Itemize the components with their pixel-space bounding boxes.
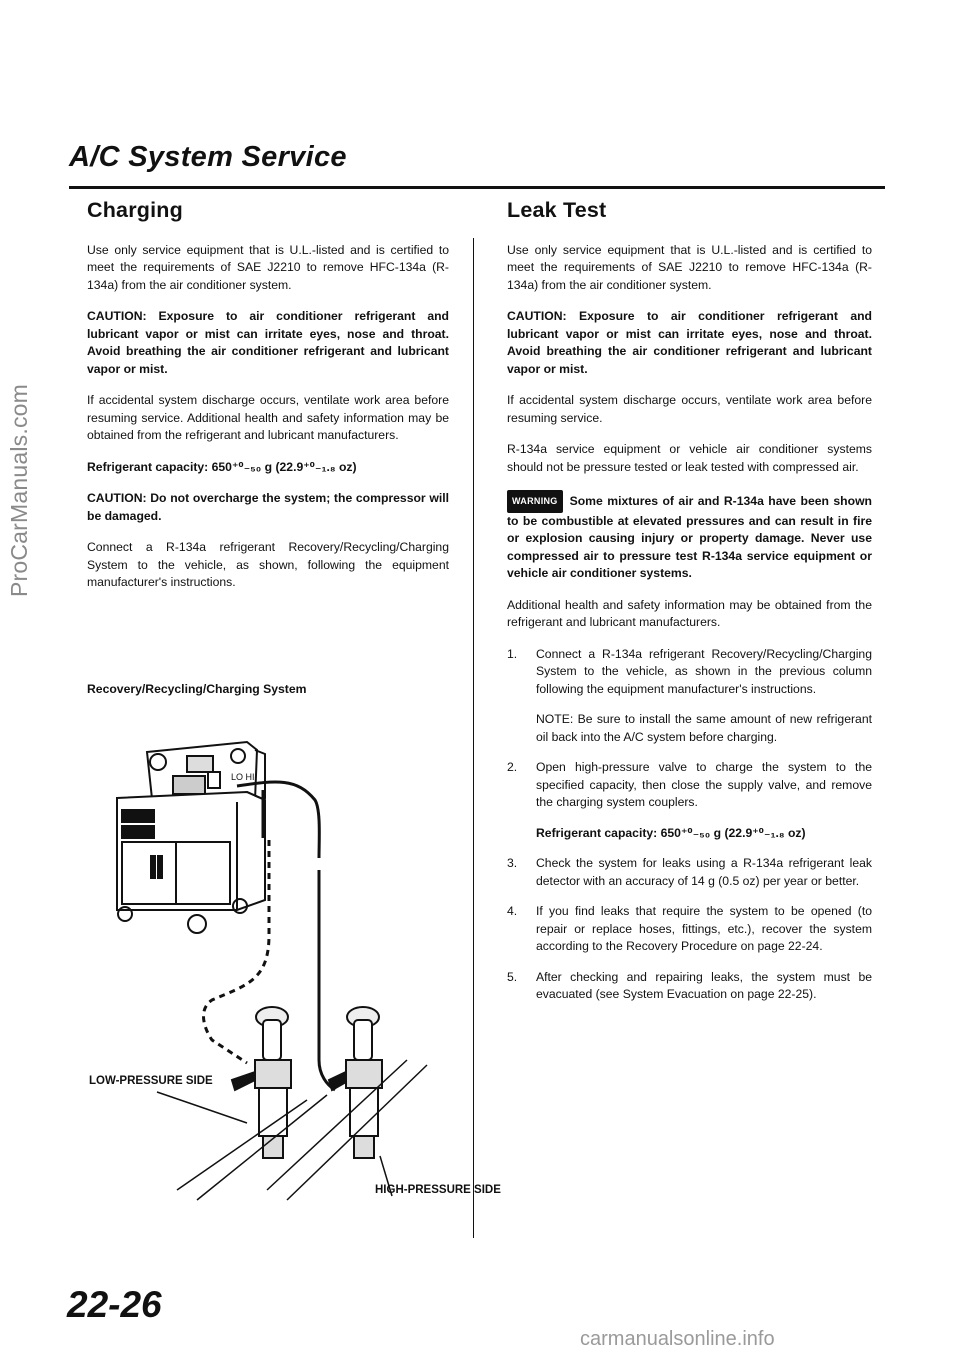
title-divider bbox=[69, 186, 885, 189]
charging-connect-instructions: Connect a R-134a refrigerant Recovery/Recycling/Charging System to the vehicle, as shown, following the equipment manufacturer's instructions. bbox=[87, 540, 449, 589]
leak-test-warning bbox=[507, 490, 872, 583]
step-item bbox=[507, 969, 872, 1004]
step-text: If you find leaks that require the system to be opened (to repair or replace hoses, fittings, etc.), recover the system according to the Recovery Procedure on page 22-24. bbox=[536, 904, 872, 953]
charging-caution-overcharge: CAUTION: Do not overcharge the system; the compressor will be damaged. bbox=[87, 491, 449, 523]
high-pressure-side-label: HIGH-PRESSURE SIDE bbox=[375, 1184, 501, 1196]
step-item bbox=[507, 759, 872, 842]
leak-test-steps bbox=[507, 646, 872, 1004]
step-number: 2. bbox=[507, 760, 518, 774]
warning-text: Some mixtures of air and R-134a have been shown to be combustible at elevated pressures and can result in fire or explosion causing injury or property damage. Never use compressed air to pressure test R-134a service equipment or vehicle air conditioner systems. bbox=[507, 494, 872, 580]
page-number: 22-26 bbox=[67, 1284, 162, 1325]
charging-capacity: Refrigerant capacity: 650⁺⁰₋₅₀ g (22.9⁺⁰₋₁.₈ oz) bbox=[87, 459, 357, 474]
side-watermark: ProCarManuals.com bbox=[6, 383, 33, 597]
step-item bbox=[507, 855, 872, 890]
footer-watermark: carmanualsonline.info bbox=[580, 1328, 775, 1350]
step-text: Connect a R-134a refrigerant Recovery/Recycling/Charging System to the vehicle, as shown in the previous column following the equipment manufacturer's instructions. bbox=[536, 646, 872, 696]
step-item bbox=[507, 646, 872, 747]
column-divider bbox=[473, 238, 474, 1238]
step-text: Open high-pressure valve to charge the system to the specified capacity, then close the supply valve, and remove the charging system couplers. bbox=[536, 760, 872, 809]
warning-icon: WARNING bbox=[507, 490, 563, 513]
charging-intro: Use only service equipment that is U.L.-listed and is certified to meet the requirements of SAE J2210 to remove HFC-134a (R-134a) from the air conditioner system. bbox=[87, 242, 449, 292]
svg-text:LO HI: LO HI bbox=[231, 772, 255, 782]
charging-system-diagram bbox=[87, 720, 457, 1220]
step-number: 4. bbox=[507, 904, 518, 918]
charging-caution-exposure: CAUTION: Exposure to air conditioner refrigerant and lubricant vapor or mist can irritate eyes, nose and throat. Avoid breathing the air conditioner refrigerant and lubricant vapor or mist. bbox=[87, 309, 449, 376]
step-number: 3. bbox=[507, 856, 518, 870]
diagram-caption: Recovery/Recycling/Charging System bbox=[87, 682, 307, 696]
pipe-lines bbox=[177, 1060, 427, 1200]
charging-section bbox=[87, 198, 449, 606]
step-capacity: Refrigerant capacity: 650⁺⁰₋₅₀ g (22.9⁺⁰₋₁.₈ oz) bbox=[536, 825, 806, 840]
leak-test-caution-exposure: CAUTION: Exposure to air conditioner refrigerant and lubricant vapor or mist can irritate eyes, nose and throat. Avoid breathing the air conditioner refrigerant and lubricant vapor or mist. bbox=[507, 309, 872, 376]
page-title: A/C System Service bbox=[69, 141, 347, 173]
step-number: 5. bbox=[507, 969, 518, 984]
step-number: 1. bbox=[507, 646, 518, 661]
step-item bbox=[507, 903, 872, 956]
low-pressure-side-label: LOW-PRESSURE SIDE bbox=[89, 1075, 213, 1087]
step-text: After checking and repairing leaks, the system must be evacuated (see System Evacuation on page 22-25). bbox=[536, 969, 872, 1001]
charging-heading: Charging bbox=[87, 198, 183, 222]
cabinet bbox=[117, 792, 265, 933]
leak-test-additional-info: Additional health and safety information may be obtained from the refrigerant and lubricant manufacturers. bbox=[507, 597, 872, 629]
low-pressure-coupler bbox=[232, 1007, 291, 1158]
high-pressure-coupler bbox=[329, 1007, 382, 1158]
leak-test-no-compressed-air: R-134a service equipment or vehicle air conditioner systems should not be pressure tested or leak tested with compressed air. bbox=[507, 442, 872, 474]
leak-test-intro: Use only service equipment that is U.L.-listed and is certified to meet the requirements of SAE J2210 to remove HFC-134a (R-134a) from the air conditioner system. bbox=[507, 242, 872, 292]
step-text: Check the system for leaks using a R-134a refrigerant leak detector with an accuracy of 14 g (0.5 oz) per year or better. bbox=[536, 856, 872, 888]
leak-test-section bbox=[507, 198, 872, 1017]
step-note: NOTE: Be sure to install the same amount of new refrigerant oil back into the A/C system before charging. bbox=[536, 712, 872, 744]
leak-test-discharge-note: If accidental system discharge occurs, ventilate work area before resuming service. bbox=[507, 393, 872, 425]
charging-discharge-note: If accidental system discharge occurs, ventilate work area before resuming service. Additional health and safety information may be obtained from the refrigerant and lubricant manufacturers. bbox=[87, 393, 449, 442]
leak-test-heading: Leak Test bbox=[507, 198, 607, 222]
